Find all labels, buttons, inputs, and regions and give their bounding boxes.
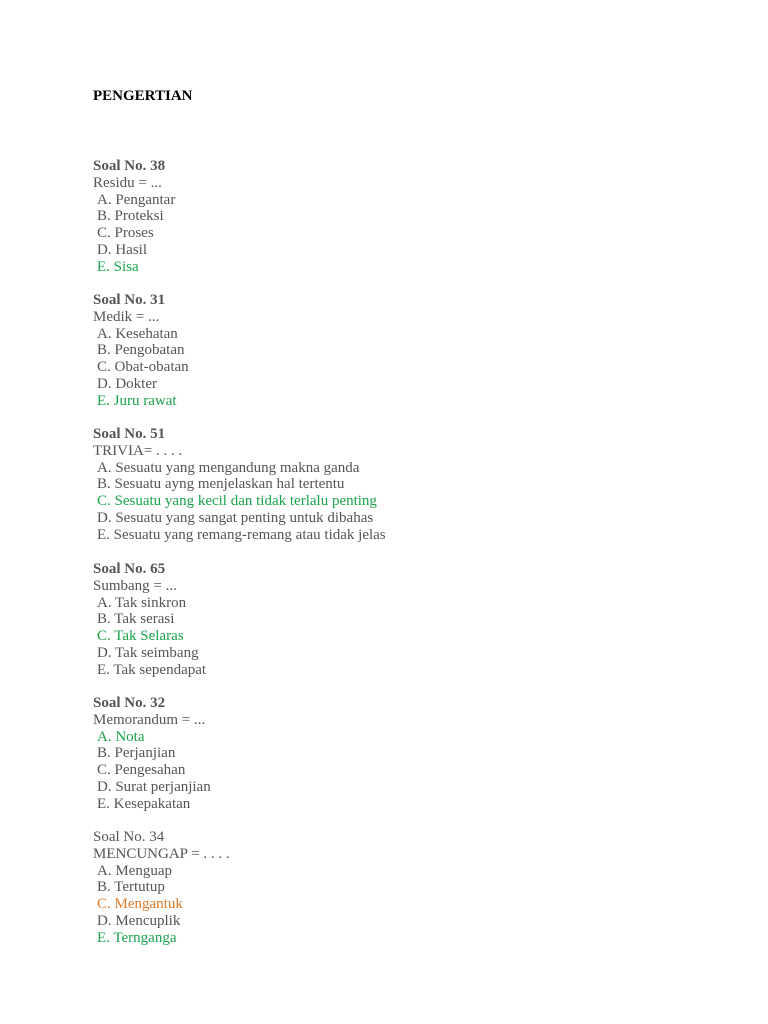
question-prompt: Residu = ...: [93, 174, 162, 191]
answer-option: E. Juru rawat: [97, 392, 177, 409]
answer-option: E. Sesuatu yang remang-remang atau tidak jelas: [97, 526, 386, 543]
answer-option: B. Tak serasi: [97, 611, 175, 628]
document-body: [93, 86, 733, 946]
answer-option: B. Sesuatu ayng menjelaskan hal tertentu: [97, 476, 345, 493]
answer-option: D. Tak seimbang: [97, 644, 199, 661]
answer-option: E. Tak sependapat: [97, 661, 207, 678]
answer-option: D. Dokter: [97, 375, 157, 392]
question-prompt: Memorandum = ...: [93, 711, 206, 728]
question-title: Soal No. 51: [93, 426, 166, 442]
answer-option: C. Mengantuk: [97, 896, 183, 913]
answer-option: B. Perjanjian: [97, 745, 176, 762]
question-block: [93, 426, 386, 544]
question-title: Soal No. 31: [93, 292, 166, 308]
answer-option: D. Sesuatu yang sangat penting untuk dibahas: [97, 509, 374, 526]
question-prompt: MENCUNGAP = . . . .: [93, 845, 230, 862]
answer-option: E. Sisa: [97, 258, 139, 275]
answer-option: A. Kesehatan: [97, 325, 178, 342]
answer-option: C. Proses: [97, 225, 154, 242]
question-prompt: Medik = ...: [93, 308, 160, 325]
answer-option: A. Sesuatu yang mengandung makna ganda: [97, 459, 360, 476]
question-block: [93, 292, 189, 410]
answer-option: A. Nota: [97, 728, 145, 745]
answer-option: A. Menguap: [97, 862, 172, 879]
question-title: Soal No. 38: [93, 158, 166, 174]
answer-option: B. Proteksi: [97, 208, 164, 225]
question-title: Soal No. 32: [93, 695, 166, 711]
answer-option: C. Tak Selaras: [97, 628, 184, 645]
question-block: [93, 158, 175, 276]
answer-option: A. Pengantar: [97, 191, 176, 208]
answer-option: D. Surat perjanjian: [97, 778, 211, 795]
answer-option: B. Tertutup: [97, 879, 165, 896]
answer-option: A. Tak sinkron: [97, 594, 187, 611]
question-prompt: Sumbang = ...: [93, 577, 177, 594]
answer-option: E. Kesepakatan: [97, 795, 191, 812]
question-title: Soal No. 65: [93, 561, 166, 577]
question-block: [93, 561, 206, 679]
answer-option: D. Hasil: [97, 241, 147, 258]
page-title: PENGERTIAN: [93, 88, 193, 104]
question-prompt: TRIVIA= . . . .: [93, 442, 183, 459]
answer-option: C. Sesuatu yang kecil dan tidak terlalu penting: [97, 493, 377, 510]
question-block: [93, 695, 211, 813]
question-block: [93, 829, 230, 947]
answer-option: E. Ternganga: [97, 929, 177, 946]
answer-option: B. Pengobatan: [97, 342, 185, 359]
answer-option: D. Mencuplik: [97, 912, 181, 929]
answer-option: C. Obat-obatan: [97, 359, 189, 376]
answer-option: C. Pengesahan: [97, 762, 186, 779]
question-title: Soal No. 34: [93, 829, 165, 845]
